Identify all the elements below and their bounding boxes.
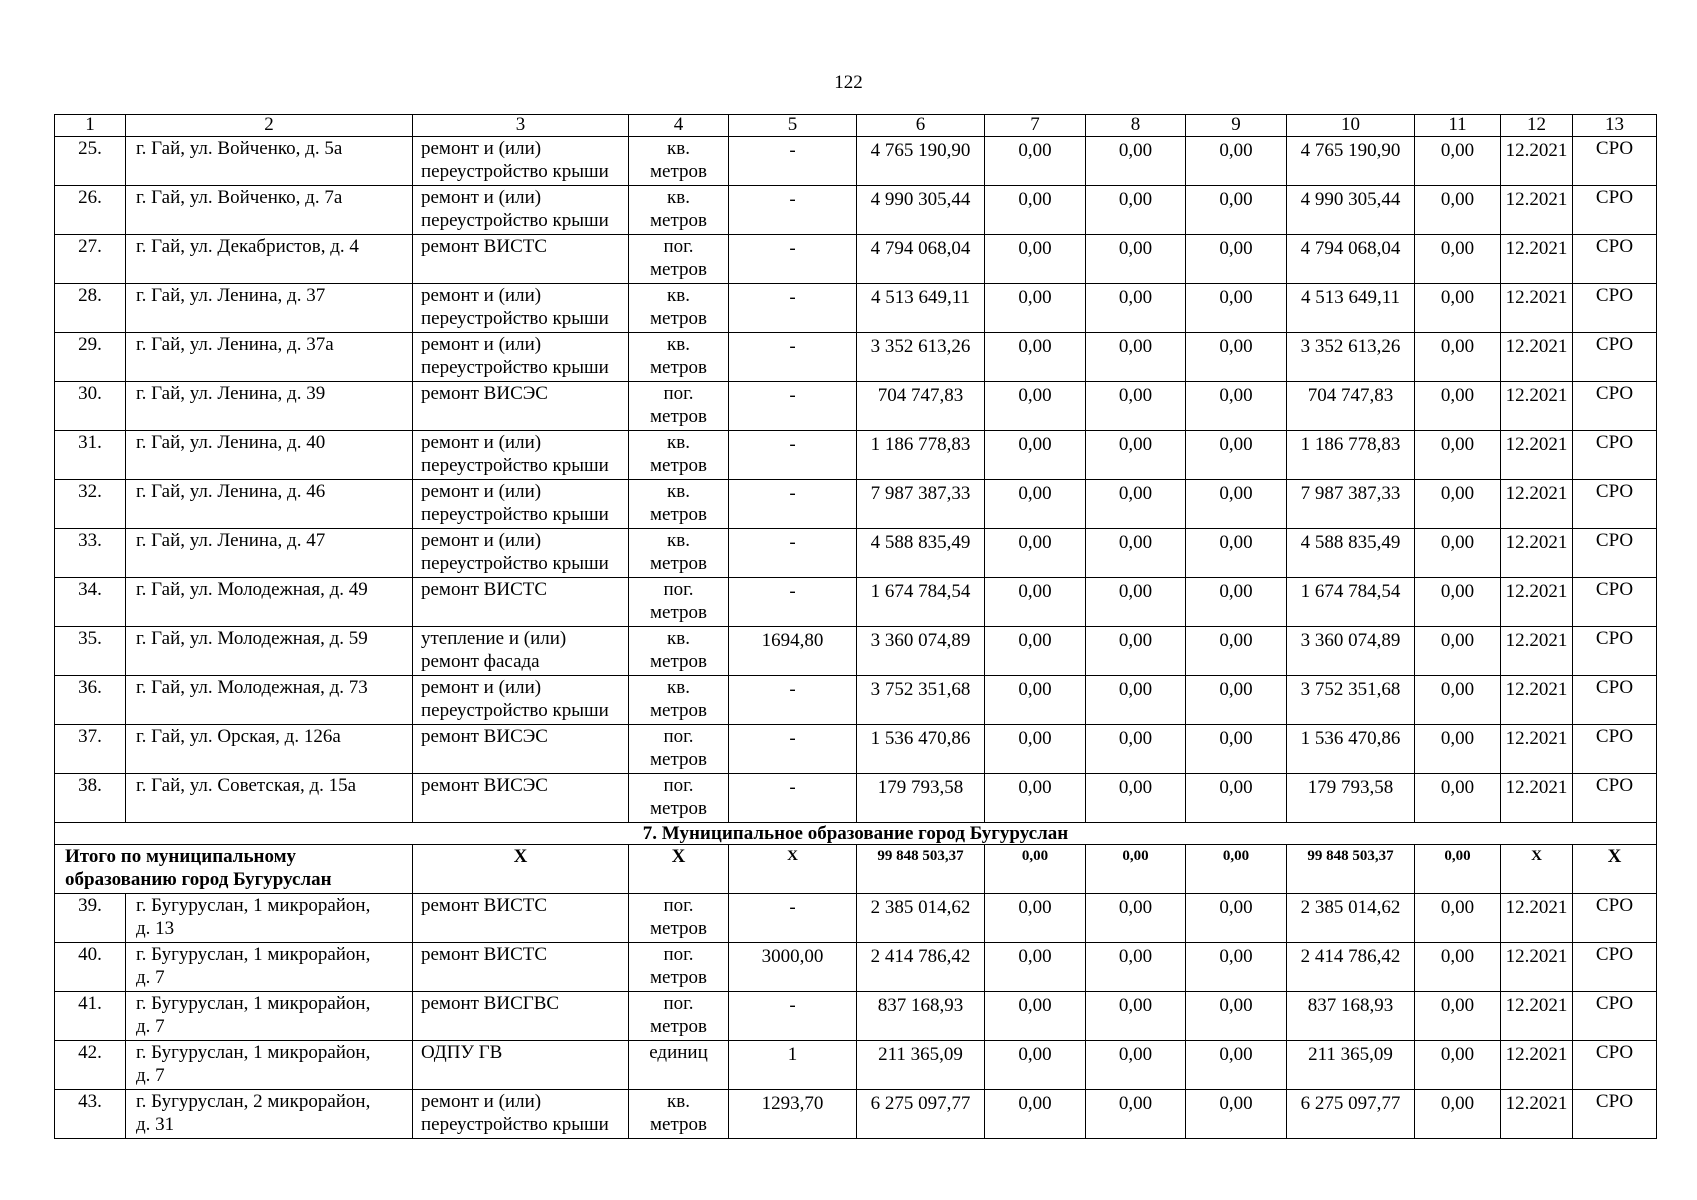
value-cell-c7: 0,00 [985, 1090, 1086, 1139]
value-cell-c12: 12.2021 [1501, 333, 1573, 382]
address-cell: г. Гай, ул. Советская, д. 15а [126, 774, 413, 823]
unit-cell: кв. метров [629, 186, 729, 235]
value-cell-c8: 0,00 [1086, 186, 1186, 235]
row-number: 41. [55, 992, 126, 1041]
value-cell-c10: 4 990 305,44 [1287, 186, 1415, 235]
value-cell-c8: 0,00 [1086, 382, 1186, 431]
total-col-13: X [1573, 845, 1657, 894]
value-cell-c8: 0,00 [1086, 676, 1186, 725]
total-col-3: X [413, 845, 629, 894]
value-cell-c11: 0,00 [1415, 431, 1501, 480]
value-cell-c5: - [729, 333, 857, 382]
value-cell-c8: 0,00 [1086, 992, 1186, 1041]
column-number-13: 13 [1573, 115, 1657, 137]
executor-cell: СРО [1573, 480, 1657, 529]
address-cell: г. Бугуруслан, 1 микрорайон, д. 13 [126, 894, 413, 943]
value-cell-c6: 4 794 068,04 [857, 235, 985, 284]
value-cell-c9: 0,00 [1186, 284, 1287, 333]
value-cell-c11: 0,00 [1415, 943, 1501, 992]
value-cell-c11: 0,00 [1415, 725, 1501, 774]
executor-cell: СРО [1573, 137, 1657, 186]
header-row [55, 115, 1657, 137]
value-cell-c7: 0,00 [985, 333, 1086, 382]
table-row [55, 186, 1657, 235]
work-type-cell: ремонт и (или) переустройство крыши [413, 480, 629, 529]
address-cell: г. Гай, ул. Ленина, д. 37 [126, 284, 413, 333]
executor-cell: СРО [1573, 676, 1657, 725]
unit-cell: кв. метров [629, 529, 729, 578]
value-cell-c5: 1 [729, 1041, 857, 1090]
value-cell-c5: - [729, 431, 857, 480]
work-type-cell: ремонт и (или) переустройство крыши [413, 676, 629, 725]
value-cell-c12: 12.2021 [1501, 137, 1573, 186]
total-c12: X [1501, 845, 1573, 894]
unit-cell: пог. метров [629, 774, 729, 823]
value-cell-c12: 12.2021 [1501, 627, 1573, 676]
value-cell-c10: 2 385 014,62 [1287, 894, 1415, 943]
value-cell-c10: 1 186 778,83 [1287, 431, 1415, 480]
value-cell-c5: - [729, 480, 857, 529]
total-c9: 0,00 [1186, 845, 1287, 894]
value-cell-c12: 12.2021 [1501, 725, 1573, 774]
value-cell-c5: - [729, 529, 857, 578]
value-cell-c11: 0,00 [1415, 333, 1501, 382]
value-cell-c8: 0,00 [1086, 333, 1186, 382]
total-c6: 99 848 503,37 [857, 845, 985, 894]
value-cell-c9: 0,00 [1186, 235, 1287, 284]
table-row [55, 431, 1657, 480]
work-type-cell: ремонт ВИСГВС [413, 992, 629, 1041]
value-cell-c6: 837 168,93 [857, 992, 985, 1041]
value-cell-c5: - [729, 774, 857, 823]
unit-cell: кв. метров [629, 676, 729, 725]
executor-cell: СРО [1573, 627, 1657, 676]
value-cell-c6: 179 793,58 [857, 774, 985, 823]
value-cell-c7: 0,00 [985, 186, 1086, 235]
value-cell-c11: 0,00 [1415, 676, 1501, 725]
executor-cell: СРО [1573, 578, 1657, 627]
value-cell-c12: 12.2021 [1501, 1041, 1573, 1090]
value-cell-c11: 0,00 [1415, 627, 1501, 676]
section-title: 7. Муниципальное образование город Бугуруслан [55, 823, 1657, 845]
row-number: 35. [55, 627, 126, 676]
value-cell-c8: 0,00 [1086, 578, 1186, 627]
table-row [55, 1041, 1657, 1090]
value-cell-c10: 4 794 068,04 [1287, 235, 1415, 284]
value-cell-c6: 3 352 613,26 [857, 333, 985, 382]
value-cell-c8: 0,00 [1086, 480, 1186, 529]
value-cell-c6: 1 186 778,83 [857, 431, 985, 480]
repair-program-table [54, 114, 1657, 1139]
unit-cell: пог. метров [629, 992, 729, 1041]
table-row [55, 1090, 1657, 1139]
work-type-cell: ремонт ВИСТС [413, 894, 629, 943]
value-cell-c6: 1 674 784,54 [857, 578, 985, 627]
value-cell-c5: - [729, 578, 857, 627]
address-cell: г. Бугуруслан, 1 микрорайон, д. 7 [126, 943, 413, 992]
value-cell-c5: - [729, 137, 857, 186]
unit-cell: пог. метров [629, 894, 729, 943]
value-cell-c8: 0,00 [1086, 943, 1186, 992]
column-number-11: 11 [1415, 115, 1501, 137]
unit-cell: кв. метров [629, 1090, 729, 1139]
value-cell-c7: 0,00 [985, 894, 1086, 943]
column-number-6: 6 [857, 115, 985, 137]
unit-cell: пог. метров [629, 382, 729, 431]
row-number: 28. [55, 284, 126, 333]
work-type-cell: ремонт и (или) переустройство крыши [413, 284, 629, 333]
value-cell-c9: 0,00 [1186, 774, 1287, 823]
value-cell-c7: 0,00 [985, 235, 1086, 284]
value-cell-c10: 3 360 074,89 [1287, 627, 1415, 676]
column-number-1: 1 [55, 115, 126, 137]
value-cell-c7: 0,00 [985, 382, 1086, 431]
work-type-cell: ремонт и (или) переустройство крыши [413, 1090, 629, 1139]
total-c8: 0,00 [1086, 845, 1186, 894]
value-cell-c5: 3000,00 [729, 943, 857, 992]
value-cell-c5: - [729, 284, 857, 333]
column-number-8: 8 [1086, 115, 1186, 137]
value-cell-c9: 0,00 [1186, 627, 1287, 676]
total-c5: X [729, 845, 857, 894]
value-cell-c11: 0,00 [1415, 1090, 1501, 1139]
executor-cell: СРО [1573, 992, 1657, 1041]
total-c7: 0,00 [985, 845, 1086, 894]
value-cell-c12: 12.2021 [1501, 1090, 1573, 1139]
value-cell-c10: 1 536 470,86 [1287, 725, 1415, 774]
address-cell: г. Гай, ул. Войченко, д. 7а [126, 186, 413, 235]
table-body [55, 115, 1657, 1139]
executor-cell: СРО [1573, 1041, 1657, 1090]
table-row [55, 480, 1657, 529]
row-number: 40. [55, 943, 126, 992]
value-cell-c10: 3 752 351,68 [1287, 676, 1415, 725]
total-label: Итого по муниципальному образованию город Бугуруслан [55, 845, 413, 894]
value-cell-c7: 0,00 [985, 578, 1086, 627]
executor-cell: СРО [1573, 333, 1657, 382]
value-cell-c7: 0,00 [985, 627, 1086, 676]
table-row [55, 992, 1657, 1041]
row-number: 38. [55, 774, 126, 823]
work-type-cell: ремонт и (или) переустройство крыши [413, 137, 629, 186]
value-cell-c12: 12.2021 [1501, 186, 1573, 235]
value-cell-c9: 0,00 [1186, 431, 1287, 480]
value-cell-c11: 0,00 [1415, 1041, 1501, 1090]
executor-cell: СРО [1573, 235, 1657, 284]
unit-cell: кв. метров [629, 137, 729, 186]
value-cell-c6: 4 990 305,44 [857, 186, 985, 235]
value-cell-c5: - [729, 235, 857, 284]
section-title-row [55, 823, 1657, 845]
value-cell-c7: 0,00 [985, 1041, 1086, 1090]
table-row [55, 333, 1657, 382]
unit-cell: единиц [629, 1041, 729, 1090]
column-number-7: 7 [985, 115, 1086, 137]
value-cell-c9: 0,00 [1186, 725, 1287, 774]
work-type-cell: ремонт ВИСТС [413, 235, 629, 284]
value-cell-c6: 211 365,09 [857, 1041, 985, 1090]
value-cell-c11: 0,00 [1415, 774, 1501, 823]
value-cell-c6: 2 385 014,62 [857, 894, 985, 943]
unit-cell: пог. метров [629, 943, 729, 992]
value-cell-c7: 0,00 [985, 943, 1086, 992]
unit-cell: кв. метров [629, 431, 729, 480]
value-cell-c9: 0,00 [1186, 1041, 1287, 1090]
row-number: 39. [55, 894, 126, 943]
work-type-cell: ремонт и (или) переустройство крыши [413, 333, 629, 382]
unit-cell: пог. метров [629, 725, 729, 774]
value-cell-c8: 0,00 [1086, 894, 1186, 943]
work-type-cell: ремонт ВИСЭС [413, 774, 629, 823]
value-cell-c7: 0,00 [985, 137, 1086, 186]
value-cell-c12: 12.2021 [1501, 894, 1573, 943]
row-number: 36. [55, 676, 126, 725]
unit-cell: кв. метров [629, 480, 729, 529]
value-cell-c12: 12.2021 [1501, 943, 1573, 992]
column-number-4: 4 [629, 115, 729, 137]
work-type-cell: ремонт ВИСТС [413, 943, 629, 992]
executor-cell: СРО [1573, 529, 1657, 578]
value-cell-c12: 12.2021 [1501, 578, 1573, 627]
column-number-9: 9 [1186, 115, 1287, 137]
executor-cell: СРО [1573, 284, 1657, 333]
table-row [55, 774, 1657, 823]
row-number: 31. [55, 431, 126, 480]
value-cell-c10: 179 793,58 [1287, 774, 1415, 823]
address-cell: г. Гай, ул. Орская, д. 126а [126, 725, 413, 774]
value-cell-c7: 0,00 [985, 431, 1086, 480]
value-cell-c8: 0,00 [1086, 725, 1186, 774]
unit-cell: кв. метров [629, 333, 729, 382]
executor-cell: СРО [1573, 382, 1657, 431]
value-cell-c5: 1694,80 [729, 627, 857, 676]
work-type-cell: ремонт и (или) переустройство крыши [413, 529, 629, 578]
value-cell-c11: 0,00 [1415, 894, 1501, 943]
table-row [55, 137, 1657, 186]
value-cell-c7: 0,00 [985, 480, 1086, 529]
value-cell-c5: - [729, 382, 857, 431]
executor-cell: СРО [1573, 431, 1657, 480]
value-cell-c10: 837 168,93 [1287, 992, 1415, 1041]
table-row [55, 725, 1657, 774]
row-number: 26. [55, 186, 126, 235]
value-cell-c8: 0,00 [1086, 284, 1186, 333]
value-cell-c12: 12.2021 [1501, 235, 1573, 284]
value-cell-c11: 0,00 [1415, 284, 1501, 333]
value-cell-c10: 4 513 649,11 [1287, 284, 1415, 333]
value-cell-c8: 0,00 [1086, 431, 1186, 480]
value-cell-c12: 12.2021 [1501, 431, 1573, 480]
value-cell-c5: - [729, 725, 857, 774]
table-row [55, 235, 1657, 284]
value-cell-c11: 0,00 [1415, 235, 1501, 284]
total-c11: 0,00 [1415, 845, 1501, 894]
value-cell-c8: 0,00 [1086, 1090, 1186, 1139]
address-cell: г. Гай, ул. Молодежная, д. 49 [126, 578, 413, 627]
value-cell-c9: 0,00 [1186, 137, 1287, 186]
value-cell-c9: 0,00 [1186, 992, 1287, 1041]
value-cell-c11: 0,00 [1415, 186, 1501, 235]
row-number: 32. [55, 480, 126, 529]
total-row [55, 845, 1657, 894]
value-cell-c8: 0,00 [1086, 774, 1186, 823]
value-cell-c11: 0,00 [1415, 382, 1501, 431]
total-col-4: X [629, 845, 729, 894]
row-number: 37. [55, 725, 126, 774]
value-cell-c8: 0,00 [1086, 137, 1186, 186]
value-cell-c11: 0,00 [1415, 529, 1501, 578]
value-cell-c10: 704 747,83 [1287, 382, 1415, 431]
work-type-cell: ремонт и (или) переустройство крыши [413, 431, 629, 480]
address-cell: г. Гай, ул. Молодежная, д. 73 [126, 676, 413, 725]
value-cell-c5: 1293,70 [729, 1090, 857, 1139]
work-type-cell: утепление и (или) ремонт фасада [413, 627, 629, 676]
value-cell-c11: 0,00 [1415, 480, 1501, 529]
value-cell-c9: 0,00 [1186, 1090, 1287, 1139]
value-cell-c9: 0,00 [1186, 894, 1287, 943]
address-cell: г. Гай, ул. Декабристов, д. 4 [126, 235, 413, 284]
value-cell-c8: 0,00 [1086, 1041, 1186, 1090]
table-row [55, 676, 1657, 725]
work-type-cell: ремонт ВИСЭС [413, 382, 629, 431]
value-cell-c12: 12.2021 [1501, 382, 1573, 431]
column-number-12: 12 [1501, 115, 1573, 137]
value-cell-c5: - [729, 676, 857, 725]
unit-cell: пог. метров [629, 235, 729, 284]
value-cell-c9: 0,00 [1186, 529, 1287, 578]
column-number-2: 2 [126, 115, 413, 137]
table-row [55, 578, 1657, 627]
address-cell: г. Гай, ул. Войченко, д. 5а [126, 137, 413, 186]
value-cell-c5: - [729, 992, 857, 1041]
value-cell-c9: 0,00 [1186, 382, 1287, 431]
address-cell: г. Гай, ул. Ленина, д. 47 [126, 529, 413, 578]
work-type-cell: ремонт ВИСТС [413, 578, 629, 627]
address-cell: г. Гай, ул. Ленина, д. 46 [126, 480, 413, 529]
executor-cell: СРО [1573, 186, 1657, 235]
executor-cell: СРО [1573, 894, 1657, 943]
address-cell: г. Гай, ул. Ленина, д. 40 [126, 431, 413, 480]
table-row [55, 284, 1657, 333]
value-cell-c9: 0,00 [1186, 480, 1287, 529]
address-cell: г. Бугуруслан, 1 микрорайон, д. 7 [126, 1041, 413, 1090]
value-cell-c10: 2 414 786,42 [1287, 943, 1415, 992]
executor-cell: СРО [1573, 774, 1657, 823]
row-number: 25. [55, 137, 126, 186]
value-cell-c6: 2 414 786,42 [857, 943, 985, 992]
row-number: 33. [55, 529, 126, 578]
unit-cell: пог. метров [629, 578, 729, 627]
value-cell-c10: 4 765 190,90 [1287, 137, 1415, 186]
address-cell: г. Бугуруслан, 1 микрорайон, д. 7 [126, 992, 413, 1041]
table-row [55, 529, 1657, 578]
column-number-10: 10 [1287, 115, 1415, 137]
value-cell-c7: 0,00 [985, 284, 1086, 333]
row-number: 27. [55, 235, 126, 284]
work-type-cell: ремонт ВИСЭС [413, 725, 629, 774]
value-cell-c7: 0,00 [985, 529, 1086, 578]
value-cell-c9: 0,00 [1186, 943, 1287, 992]
executor-cell: СРО [1573, 1090, 1657, 1139]
value-cell-c10: 7 987 387,33 [1287, 480, 1415, 529]
value-cell-c6: 4 765 190,90 [857, 137, 985, 186]
address-cell: г. Гай, ул. Ленина, д. 39 [126, 382, 413, 431]
value-cell-c10: 3 352 613,26 [1287, 333, 1415, 382]
value-cell-c10: 6 275 097,77 [1287, 1090, 1415, 1139]
value-cell-c11: 0,00 [1415, 992, 1501, 1041]
table-row [55, 382, 1657, 431]
row-number: 43. [55, 1090, 126, 1139]
value-cell-c6: 1 536 470,86 [857, 725, 985, 774]
unit-cell: кв. метров [629, 284, 729, 333]
table-row [55, 627, 1657, 676]
value-cell-c8: 0,00 [1086, 235, 1186, 284]
value-cell-c9: 0,00 [1186, 186, 1287, 235]
row-number: 34. [55, 578, 126, 627]
value-cell-c8: 0,00 [1086, 529, 1186, 578]
row-number: 29. [55, 333, 126, 382]
page-number: 122 [834, 72, 863, 93]
row-number: 30. [55, 382, 126, 431]
value-cell-c12: 12.2021 [1501, 774, 1573, 823]
value-cell-c7: 0,00 [985, 774, 1086, 823]
address-cell: г. Гай, ул. Ленина, д. 37а [126, 333, 413, 382]
value-cell-c5: - [729, 894, 857, 943]
value-cell-c12: 12.2021 [1501, 284, 1573, 333]
value-cell-c12: 12.2021 [1501, 480, 1573, 529]
address-cell: г. Бугуруслан, 2 микрорайон, д. 31 [126, 1090, 413, 1139]
executor-cell: СРО [1573, 725, 1657, 774]
value-cell-c9: 0,00 [1186, 676, 1287, 725]
value-cell-c6: 7 987 387,33 [857, 480, 985, 529]
column-number-3: 3 [413, 115, 629, 137]
value-cell-c7: 0,00 [985, 676, 1086, 725]
executor-cell: СРО [1573, 943, 1657, 992]
row-number: 42. [55, 1041, 126, 1090]
unit-cell: кв. метров [629, 627, 729, 676]
value-cell-c6: 704 747,83 [857, 382, 985, 431]
value-cell-c7: 0,00 [985, 992, 1086, 1041]
value-cell-c10: 1 674 784,54 [1287, 578, 1415, 627]
value-cell-c6: 3 752 351,68 [857, 676, 985, 725]
value-cell-c12: 12.2021 [1501, 992, 1573, 1041]
work-type-cell: ОДПУ ГВ [413, 1041, 629, 1090]
column-number-5: 5 [729, 115, 857, 137]
value-cell-c6: 3 360 074,89 [857, 627, 985, 676]
value-cell-c11: 0,00 [1415, 137, 1501, 186]
value-cell-c5: - [729, 186, 857, 235]
value-cell-c9: 0,00 [1186, 578, 1287, 627]
total-c10: 99 848 503,37 [1287, 845, 1415, 894]
address-cell: г. Гай, ул. Молодежная, д. 59 [126, 627, 413, 676]
value-cell-c10: 4 588 835,49 [1287, 529, 1415, 578]
value-cell-c12: 12.2021 [1501, 676, 1573, 725]
work-type-cell: ремонт и (или) переустройство крыши [413, 186, 629, 235]
value-cell-c7: 0,00 [985, 725, 1086, 774]
value-cell-c6: 6 275 097,77 [857, 1090, 985, 1139]
table-row [55, 894, 1657, 943]
value-cell-c6: 4 513 649,11 [857, 284, 985, 333]
value-cell-c8: 0,00 [1086, 627, 1186, 676]
table-row [55, 943, 1657, 992]
value-cell-c12: 12.2021 [1501, 529, 1573, 578]
value-cell-c11: 0,00 [1415, 578, 1501, 627]
value-cell-c6: 4 588 835,49 [857, 529, 985, 578]
value-cell-c9: 0,00 [1186, 333, 1287, 382]
value-cell-c10: 211 365,09 [1287, 1041, 1415, 1090]
